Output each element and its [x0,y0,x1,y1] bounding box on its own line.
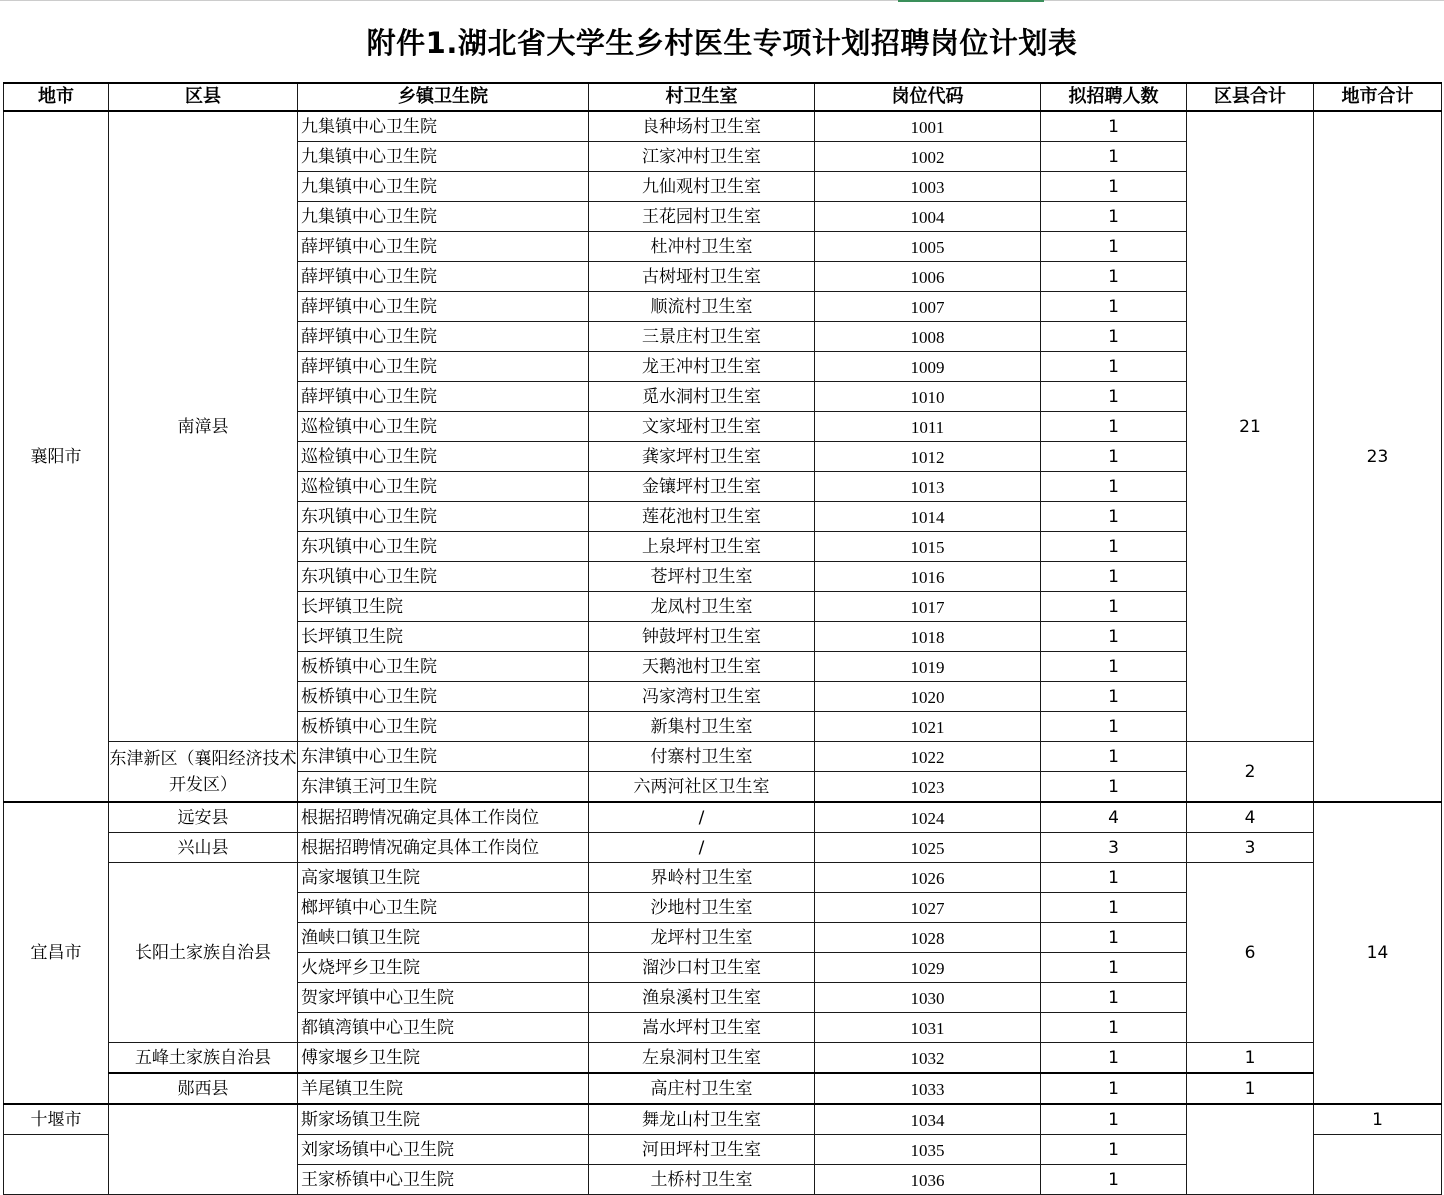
code-cell[interactable]: 1009 [815,352,1041,382]
town-cell[interactable]: 渔峡口镇卫生院 [298,923,589,953]
town-cell[interactable]: 东巩镇中心卫生院 [298,562,589,592]
count-cell[interactable]: 1 [1041,953,1187,983]
town-cell[interactable]: 薛坪镇中心卫生院 [298,352,589,382]
code-cell[interactable]: 1021 [815,712,1041,742]
count-cell[interactable]: 1 [1041,1104,1187,1135]
village-cell[interactable]: 上泉坪村卫生室 [589,532,815,562]
code-cell[interactable]: 1002 [815,142,1041,172]
county-cell[interactable]: 东津新区（襄阳经济技术开发区） [109,742,298,803]
table-row [4,863,1442,893]
village-cell[interactable]: 文家垭村卫生室 [589,412,815,442]
village-cell[interactable]: 良种场村卫生室 [589,111,815,142]
count-cell[interactable]: 1 [1041,923,1187,953]
town-cell[interactable]: 薛坪镇中心卫生院 [298,322,589,352]
village-cell[interactable]: 金镶坪村卫生室 [589,472,815,502]
town-cell[interactable]: 板桥镇中心卫生院 [298,682,589,712]
code-cell[interactable]: 1006 [815,262,1041,292]
town-cell[interactable]: 长坪镇卫生院 [298,592,589,622]
count-cell[interactable]: 1 [1041,442,1187,472]
town-cell[interactable]: 王家桥镇中心卫生院 [298,1165,589,1195]
code-cell[interactable]: 1022 [815,742,1041,772]
code-cell[interactable]: 1025 [815,833,1041,863]
town-cell[interactable]: 东津镇中心卫生院 [298,742,589,772]
code-cell[interactable]: 1034 [815,1104,1041,1135]
code-cell[interactable]: 1031 [815,1013,1041,1043]
county-cell[interactable]: 远安县 [109,802,298,833]
town-cell[interactable]: 高家堰镇卫生院 [298,863,589,893]
table-row [4,833,1442,863]
count-cell[interactable]: 1 [1041,682,1187,712]
county-total-cell[interactable]: 1 [1187,1043,1314,1074]
village-cell[interactable]: 付寨村卫生室 [589,742,815,772]
column-header[interactable]: 拟招聘人数 [1041,83,1187,111]
count-cell[interactable]: 1 [1041,502,1187,532]
column-header[interactable]: 地市合计 [1314,83,1442,111]
city-cell[interactable]: 襄阳市 [4,111,109,802]
town-cell[interactable]: 薛坪镇中心卫生院 [298,262,589,292]
count-cell[interactable]: 1 [1041,532,1187,562]
code-cell[interactable]: 1010 [815,382,1041,412]
code-cell[interactable]: 1026 [815,863,1041,893]
town-cell[interactable]: 九集镇中心卫生院 [298,111,589,142]
code-cell[interactable]: 1036 [815,1165,1041,1195]
village-cell[interactable]: 古树垭村卫生室 [589,262,815,292]
town-cell[interactable]: 傅家堰乡卫生院 [298,1043,589,1074]
count-cell[interactable]: 1 [1041,1073,1187,1104]
city-total-cell[interactable]: 14 [1314,802,1442,1104]
code-cell[interactable]: 1019 [815,652,1041,682]
count-cell[interactable]: 1 [1041,472,1187,502]
village-cell[interactable]: 杜冲村卫生室 [589,232,815,262]
count-cell[interactable]: 4 [1041,802,1187,833]
page-title: 附件1.湖北省大学生乡村医生专项计划招聘岗位计划表 [366,25,1078,60]
count-cell[interactable]: 1 [1041,772,1187,803]
count-cell[interactable]: 1 [1041,562,1187,592]
city-total-cell[interactable] [1314,1135,1442,1195]
county-total-cell[interactable]: 1 [1187,1073,1314,1104]
count-cell[interactable]: 1 [1041,622,1187,652]
table-row [4,1043,1442,1074]
town-cell[interactable]: 根据招聘情况确定具体工作岗位 [298,833,589,863]
village-cell[interactable]: / [589,833,815,863]
town-cell[interactable]: 九集镇中心卫生院 [298,142,589,172]
code-cell[interactable]: 1015 [815,532,1041,562]
village-cell[interactable]: 嵩水坪村卫生室 [589,1013,815,1043]
town-cell[interactable]: 东巩镇中心卫生院 [298,502,589,532]
village-cell[interactable]: 新集村卫生室 [589,712,815,742]
town-cell[interactable]: 巡检镇中心卫生院 [298,412,589,442]
village-cell[interactable]: 左泉洞村卫生室 [589,1043,815,1074]
code-cell[interactable]: 1003 [815,172,1041,202]
village-cell[interactable]: 土桥村卫生室 [589,1165,815,1195]
village-cell[interactable]: 六两河社区卫生室 [589,772,815,803]
county-total-cell[interactable]: 2 [1187,742,1314,803]
village-cell[interactable]: 江家冲村卫生室 [589,142,815,172]
count-cell[interactable]: 1 [1041,111,1187,142]
city-total-cell[interactable]: 23 [1314,111,1442,802]
county-cell[interactable]: 南漳县 [109,111,298,742]
village-cell[interactable]: 天鹅池村卫生室 [589,652,815,682]
code-cell[interactable]: 1007 [815,292,1041,322]
code-cell[interactable]: 1012 [815,442,1041,472]
village-cell[interactable]: 舞龙山村卫生室 [589,1104,815,1135]
county-cell[interactable]: 五峰土家族自治县 [109,1043,298,1074]
town-cell[interactable]: 巡检镇中心卫生院 [298,442,589,472]
code-cell[interactable]: 1016 [815,562,1041,592]
code-cell[interactable]: 1005 [815,232,1041,262]
village-cell[interactable]: 苍坪村卫生室 [589,562,815,592]
village-cell[interactable]: 龙凤村卫生室 [589,592,815,622]
table-row [4,111,1442,142]
village-cell[interactable]: 高庄村卫生室 [589,1073,815,1104]
county-total-cell[interactable] [1187,1104,1314,1195]
town-cell[interactable]: 板桥镇中心卫生院 [298,652,589,682]
column-header[interactable]: 村卫生室 [589,83,815,111]
code-cell[interactable]: 1024 [815,802,1041,833]
village-cell[interactable]: 冯家湾村卫生室 [589,682,815,712]
count-cell[interactable]: 1 [1041,142,1187,172]
recruitment-table [3,82,1442,1195]
city-cell[interactable] [4,1135,109,1195]
village-cell[interactable]: 觅水洞村卫生室 [589,382,815,412]
code-cell[interactable]: 1018 [815,622,1041,652]
code-cell[interactable]: 1014 [815,502,1041,532]
village-cell[interactable]: 龙王冲村卫生室 [589,352,815,382]
code-cell[interactable]: 1027 [815,893,1041,923]
table-row [4,1104,1442,1135]
town-cell[interactable]: 羊尾镇卫生院 [298,1073,589,1104]
town-cell[interactable]: 斯家场镇卫生院 [298,1104,589,1135]
count-cell[interactable]: 1 [1041,262,1187,292]
count-cell[interactable]: 1 [1041,652,1187,682]
code-cell[interactable]: 1035 [815,1135,1041,1165]
header-row [4,83,1442,111]
town-cell[interactable]: 板桥镇中心卫生院 [298,712,589,742]
code-cell[interactable]: 1030 [815,983,1041,1013]
county-cell[interactable]: 郧西县 [109,1073,298,1104]
count-cell[interactable]: 1 [1041,1043,1187,1074]
code-cell[interactable]: 1011 [815,412,1041,442]
count-cell[interactable]: 1 [1041,292,1187,322]
count-cell[interactable]: 1 [1041,863,1187,893]
village-cell[interactable]: 顺流村卫生室 [589,292,815,322]
village-cell[interactable]: / [589,802,815,833]
town-cell[interactable]: 榔坪镇中心卫生院 [298,893,589,923]
count-cell[interactable]: 1 [1041,1135,1187,1165]
village-cell[interactable]: 沙地村卫生室 [589,893,815,923]
village-cell[interactable]: 龚家坪村卫生室 [589,442,815,472]
town-cell[interactable]: 火烧坪乡卫生院 [298,953,589,983]
table-row [4,802,1442,833]
county-total-cell[interactable]: 3 [1187,833,1314,863]
town-cell[interactable]: 长坪镇卫生院 [298,622,589,652]
village-cell[interactable]: 钟鼓坪村卫生室 [589,622,815,652]
village-cell[interactable]: 界岭村卫生室 [589,863,815,893]
village-cell[interactable]: 王花园村卫生室 [589,202,815,232]
town-cell[interactable]: 薛坪镇中心卫生院 [298,232,589,262]
town-cell[interactable]: 东津镇王河卫生院 [298,772,589,803]
village-cell[interactable]: 龙坪村卫生室 [589,923,815,953]
column-header[interactable]: 地市 [4,83,109,111]
count-cell[interactable]: 1 [1041,352,1187,382]
town-cell[interactable]: 巡检镇中心卫生院 [298,472,589,502]
count-cell[interactable]: 1 [1041,983,1187,1013]
column-header[interactable]: 乡镇卫生院 [298,83,589,111]
count-cell[interactable]: 1 [1041,172,1187,202]
village-cell[interactable]: 渔泉溪村卫生室 [589,983,815,1013]
village-cell[interactable]: 溜沙口村卫生室 [589,953,815,983]
county-cell[interactable]: 兴山县 [109,833,298,863]
code-cell[interactable]: 1004 [815,202,1041,232]
county-total-cell[interactable]: 6 [1187,863,1314,1043]
county-cell[interactable] [109,1104,298,1195]
column-header[interactable]: 区县合计 [1187,83,1314,111]
count-cell[interactable]: 1 [1041,322,1187,352]
village-cell[interactable]: 莲花池村卫生室 [589,502,815,532]
count-cell[interactable]: 1 [1041,232,1187,262]
count-cell[interactable]: 1 [1041,382,1187,412]
county-total-cell[interactable]: 4 [1187,802,1314,833]
city-cell[interactable]: 十堰市 [4,1104,109,1135]
county-total-cell[interactable]: 21 [1187,111,1314,742]
count-cell[interactable]: 1 [1041,1165,1187,1195]
town-cell[interactable]: 都镇湾镇中心卫生院 [298,1013,589,1043]
town-cell[interactable]: 根据招聘情况确定具体工作岗位 [298,802,589,833]
code-cell[interactable]: 1020 [815,682,1041,712]
town-cell[interactable]: 薛坪镇中心卫生院 [298,292,589,322]
count-cell[interactable]: 1 [1041,712,1187,742]
count-cell[interactable]: 1 [1041,412,1187,442]
code-cell[interactable]: 1008 [815,322,1041,352]
count-cell[interactable]: 3 [1041,833,1187,863]
city-cell[interactable]: 宜昌市 [4,802,109,1104]
table-row [4,742,1442,772]
code-cell[interactable]: 1033 [815,1073,1041,1104]
town-cell[interactable]: 九集镇中心卫生院 [298,172,589,202]
count-cell[interactable]: 1 [1041,742,1187,772]
code-cell[interactable]: 1032 [815,1043,1041,1074]
count-cell[interactable]: 1 [1041,592,1187,622]
town-cell[interactable]: 九集镇中心卫生院 [298,202,589,232]
count-cell[interactable]: 1 [1041,893,1187,923]
code-cell[interactable]: 1023 [815,772,1041,803]
town-cell[interactable]: 贺家坪镇中心卫生院 [298,983,589,1013]
town-cell[interactable]: 薛坪镇中心卫生院 [298,382,589,412]
code-cell[interactable]: 1001 [815,111,1041,142]
village-cell[interactable]: 九仙观村卫生室 [589,172,815,202]
village-cell[interactable]: 河田坪村卫生室 [589,1135,815,1165]
column-header[interactable]: 区县 [109,83,298,111]
code-cell[interactable]: 1028 [815,923,1041,953]
town-cell[interactable]: 刘家场镇中心卫生院 [298,1135,589,1165]
count-cell[interactable]: 1 [1041,202,1187,232]
city-total-cell[interactable]: 1 [1314,1104,1442,1135]
code-cell[interactable]: 1013 [815,472,1041,502]
count-cell[interactable]: 1 [1041,1013,1187,1043]
village-cell[interactable]: 三景庄村卫生室 [589,322,815,352]
county-cell[interactable]: 长阳土家族自治县 [109,863,298,1043]
town-cell[interactable]: 东巩镇中心卫生院 [298,532,589,562]
table-row [4,1073,1442,1104]
column-header[interactable]: 岗位代码 [815,83,1041,111]
code-cell[interactable]: 1029 [815,953,1041,983]
code-cell[interactable]: 1017 [815,592,1041,622]
